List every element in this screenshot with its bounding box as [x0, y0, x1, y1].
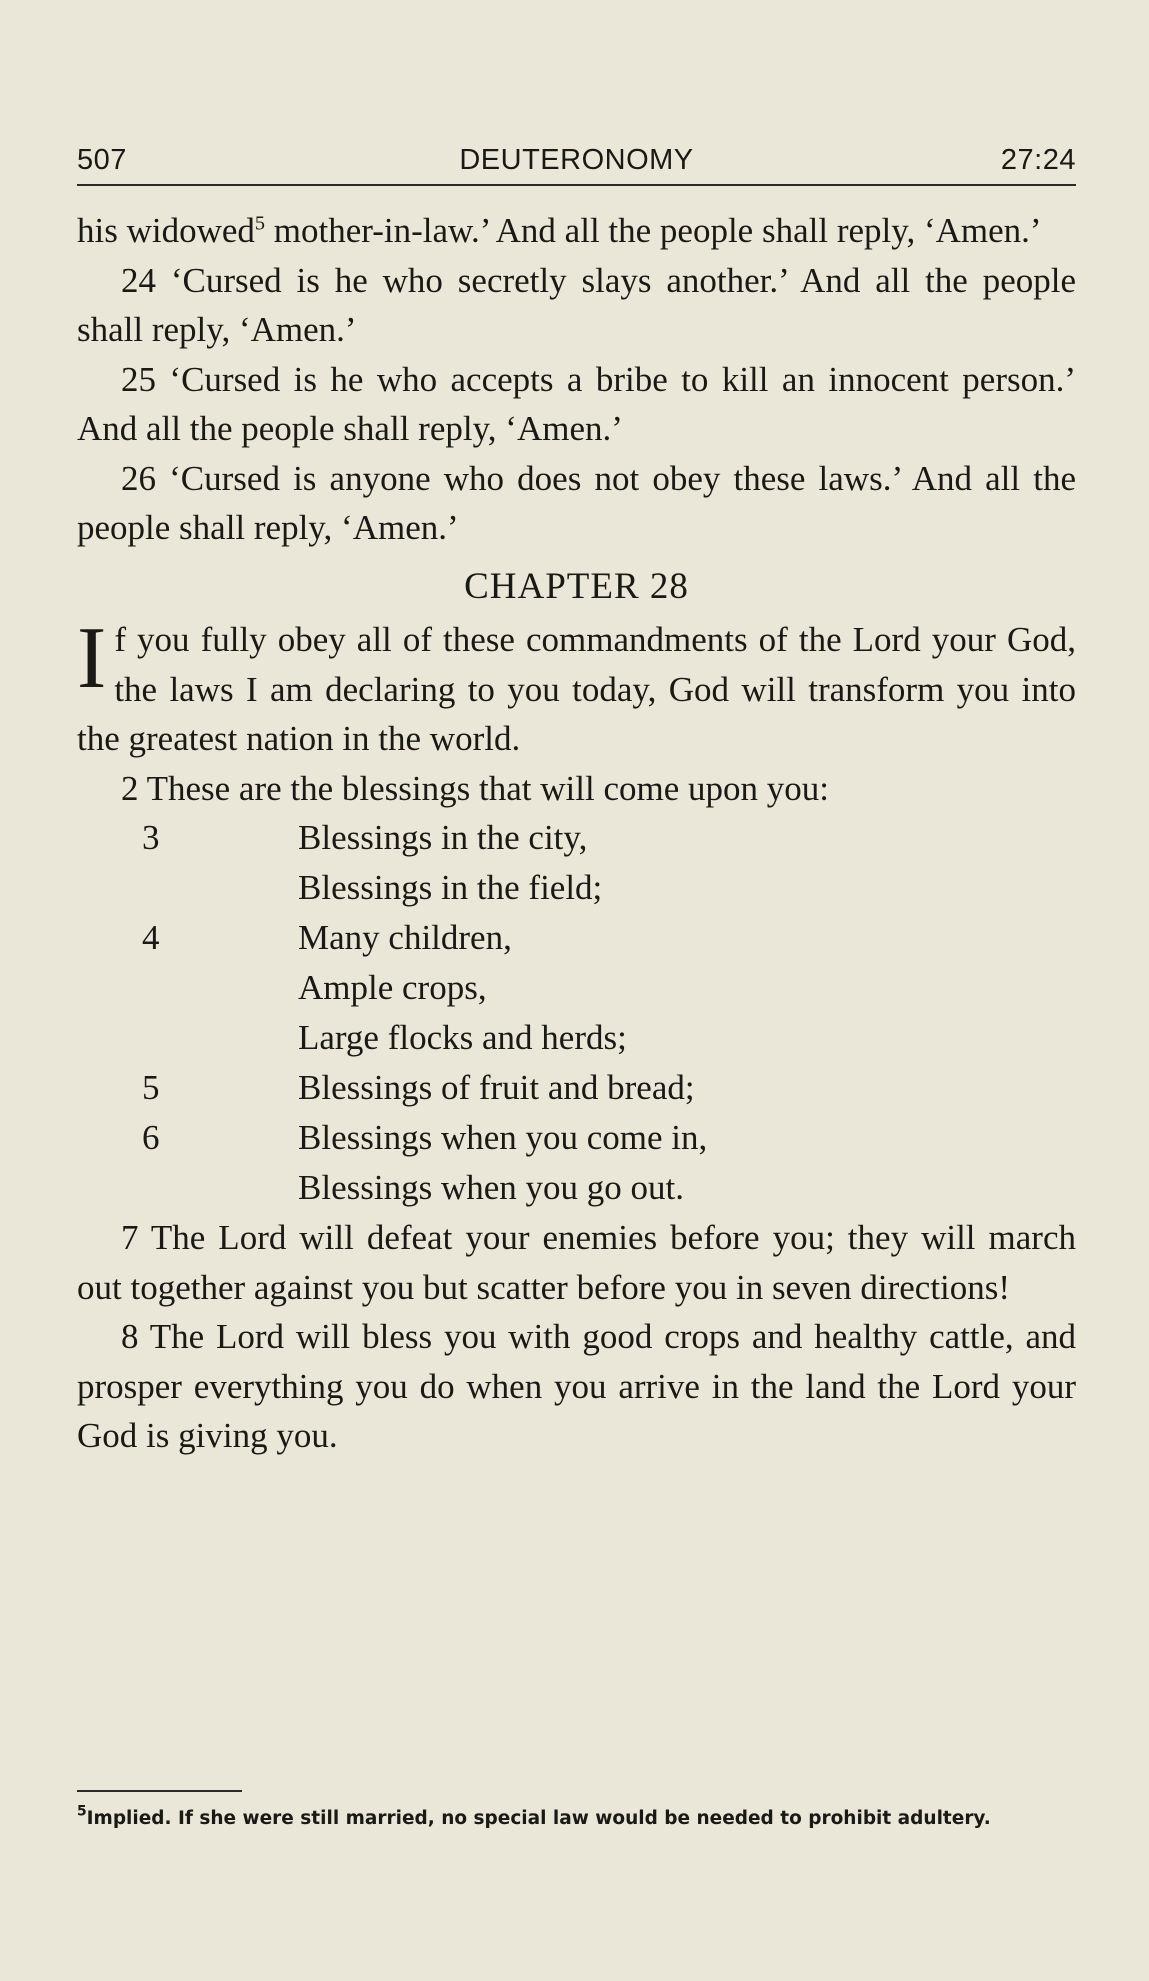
chapter-heading: CHAPTER 28	[464, 565, 689, 607]
header-rule	[77, 184, 1076, 186]
chapter-opening	[77, 610, 1076, 764]
poem-verse-number: 5	[142, 1068, 160, 1107]
verse-23-text-a: his widowed	[77, 211, 255, 250]
footnote-reference: 5	[254, 212, 266, 235]
footnote-marker: 5	[77, 1803, 87, 1820]
footnote	[77, 1803, 1076, 1830]
poem-line	[77, 1013, 1076, 1063]
poem-line	[77, 863, 1076, 913]
verse-2: 2 These are the blessings that will come upon you:	[121, 768, 829, 808]
poem-line	[77, 963, 1076, 1013]
verse-8: 8 The Lord will bless you with good crops and healthy cattle, and prosper everything you do when you arrive in the land the Lord your God is giving you.	[77, 1317, 1076, 1455]
poem-line	[77, 913, 1076, 963]
poem-line-text: Blessings when you come in,	[298, 1118, 708, 1157]
verse-23-continuation	[77, 206, 1076, 256]
page-number: 507	[77, 144, 127, 176]
blessings-poem	[77, 813, 1076, 1213]
chapter-opening-text: f you fully obey all of these commandments of the Lord your God, the laws I am declaring to you today, God will transform you into the greatest nation in the world.	[77, 620, 1076, 758]
poem-line-text: Blessings when you go out.	[298, 1168, 684, 1207]
poem-line-text: Blessings in the field;	[298, 868, 603, 907]
poem-verse-number: 6	[142, 1118, 160, 1157]
body-text	[77, 206, 1076, 1461]
poem-line-text: Many children,	[298, 918, 512, 957]
poem-line	[77, 1163, 1076, 1213]
footnote-text: Implied. If she were still married, no special law would be needed to prohibit adultery.	[86, 1808, 991, 1829]
poem-verse-number: 3	[142, 818, 160, 857]
poem-line	[77, 1113, 1076, 1163]
verse-23-text-b: mother-in-law.’ And all the people shall reply, ‘Amen.’	[265, 211, 1042, 250]
running-header	[77, 144, 1076, 180]
chapter-verse-reference: 27:24	[1000, 144, 1076, 176]
verse-26: 26 ‘Cursed is anyone who does not obey these laws.’ And all the people shall reply, ‘Amen.’	[77, 458, 1076, 547]
poem-line-text: Large flocks and herds;	[298, 1018, 627, 1057]
poem-line-text: Blessings of fruit and bread;	[298, 1068, 695, 1107]
poem-line-text: Ample crops,	[298, 968, 487, 1007]
poem-line	[77, 1063, 1076, 1113]
book-title: DEUTERONOMY	[459, 144, 694, 176]
verse-25: 25 ‘Cursed is he who accepts a bribe to kill an innocent person.’ And all the people shall reply, ‘Amen.’	[77, 359, 1076, 448]
footnote-rule	[77, 1790, 242, 1792]
poem-verse-number: 4	[142, 918, 160, 957]
verse-24: 24 ‘Cursed is he who secretly slays another.’ And all the people shall reply, ‘Amen.’	[77, 260, 1076, 349]
poem-line-text: Blessings in the city,	[298, 818, 588, 857]
verse-7: 7 The Lord will defeat your enemies before you; they will march out together against you but scatter before you in seven directions!	[77, 1218, 1076, 1307]
poem-line	[77, 813, 1076, 863]
drop-cap: I	[77, 610, 107, 707]
